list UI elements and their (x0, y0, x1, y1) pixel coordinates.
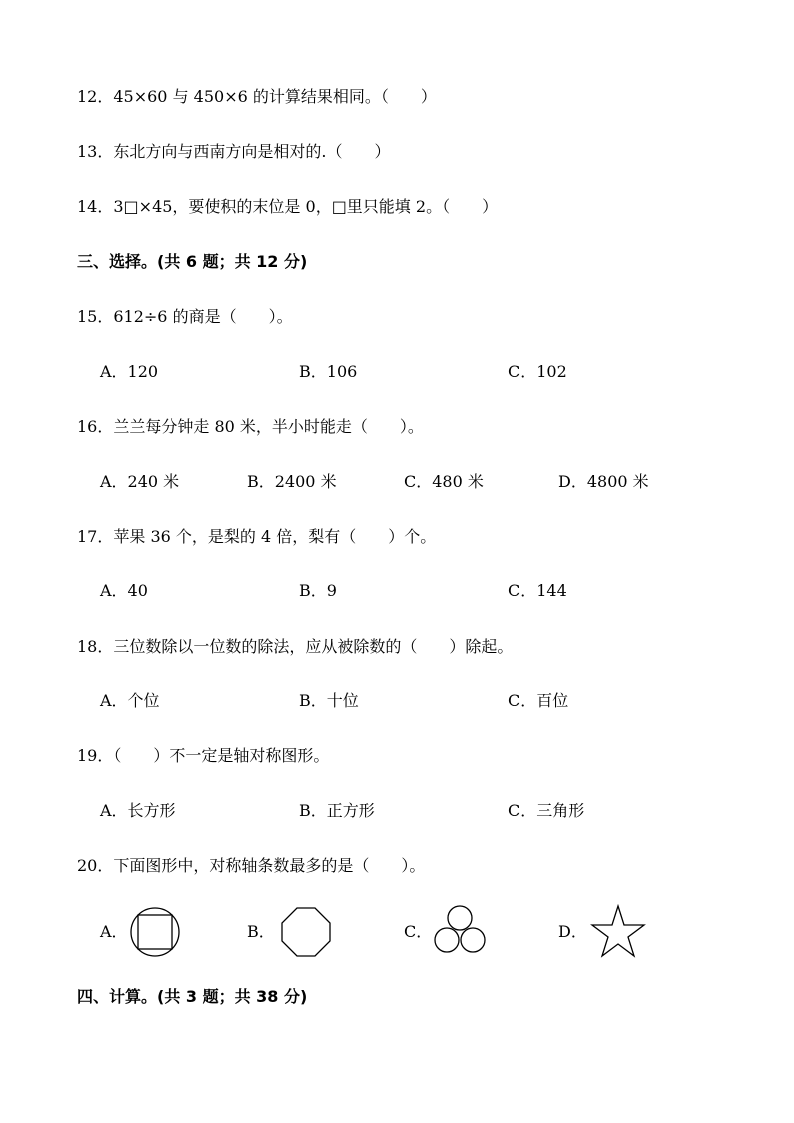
q20-option-d: D． (558, 922, 587, 941)
question-20: 20．下面图形中，对称轴条数最多的是（ ）。 (77, 856, 426, 875)
question-16: 16．兰兰每分钟走 80 米，半小时能走（ ）。 (77, 417, 424, 436)
q19-option-c: C．三角形 (508, 801, 585, 820)
section-3-title: 三、选择。(共 6 题；共 12 分) (77, 252, 308, 271)
question-17: 17．苹果 36 个，是梨的 4 倍，梨有（ ）个。 (77, 527, 437, 546)
star-icon (590, 904, 646, 958)
q20-option-a: A． (100, 922, 128, 941)
three-circles-icon (431, 903, 489, 957)
q15-option-a: A．120 (100, 362, 159, 381)
question-12: 12．45×60 与 450×6 的计算结果相同。（ ） (77, 87, 437, 106)
q16-option-d: D．4800 米 (558, 472, 649, 491)
q16-option-a: A．240 米 (100, 472, 180, 491)
q19-option-a: A．长方形 (100, 801, 176, 820)
octagon-icon (280, 906, 332, 958)
q18-option-c: C．百位 (508, 691, 569, 710)
q15-option-b: B．106 (299, 362, 358, 381)
q15-option-c: C．102 (508, 362, 567, 381)
q17-option-a: A．40 (100, 581, 148, 600)
square-in-circle-icon (128, 906, 182, 958)
q16-option-b: B．2400 米 (247, 472, 337, 491)
q17-option-b: B．9 (299, 581, 337, 600)
q16-option-c: C．480 米 (404, 472, 484, 491)
question-13: 13．东北方向与西南方向是相对的.（ ） (77, 142, 391, 161)
section-4-title: 四、计算。(共 3 题；共 38 分) (77, 987, 308, 1006)
question-18: 18．三位数除以一位数的除法，应从被除数的（ ）除起。 (77, 637, 514, 656)
question-15: 15．612÷6 的商是（ ）。 (77, 307, 293, 326)
q19-option-b: B．正方形 (299, 801, 375, 820)
q18-option-a: A．个位 (100, 691, 160, 710)
question-19: 19．（ ）不一定是轴对称图形。 (77, 746, 330, 765)
question-14: 14．3□×45，要使积的末位是 0，□里只能填 2。（ ） (77, 197, 499, 216)
q17-option-c: C．144 (508, 581, 567, 600)
q18-option-b: B．十位 (299, 691, 359, 710)
q20-option-b: B． (247, 922, 275, 941)
q20-option-c: C． (404, 922, 433, 941)
